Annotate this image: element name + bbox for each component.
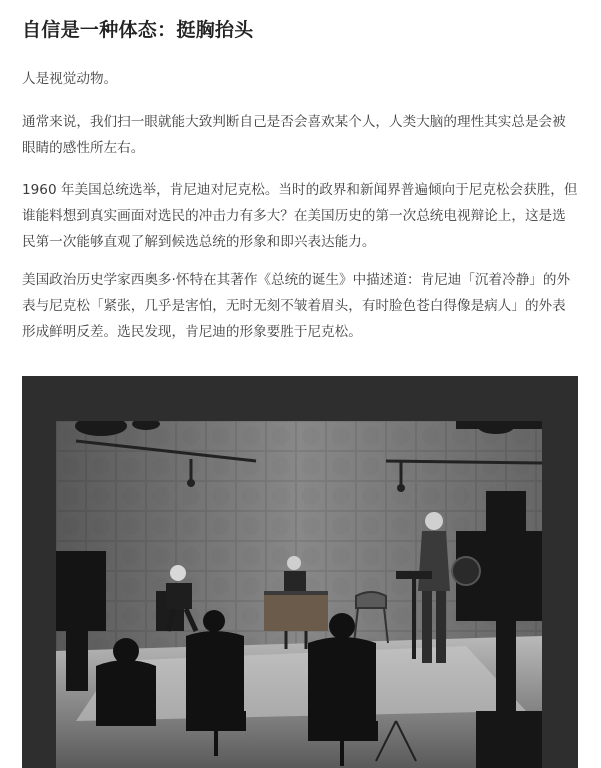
paragraph: 1960 年美国总统选举，肯尼迪对尼克松。当时的政界和新闻界普遍倾向于尼克松会获胜，但谁能料想到真实画面对选民的冲击力有多大？在美国历史的第一次总统电视辩论上，这是选民第一次能够直观了解到候选总统的形象和即兴表达能力。	[22, 182, 578, 250]
paragraph: 人是视觉动物。	[22, 71, 118, 87]
paragraph: 通常来说，我们扫一眼就能大致判断自己是否会喜欢某个人，人类大脑的理性其实总是会被眼睛的感性所左右。	[22, 114, 566, 156]
article-title: 自信是一种体态：挺胸抬头	[22, 19, 254, 41]
article-photo	[22, 376, 578, 768]
paragraph: 美国政治历史学家西奥多·怀特在其著作《总统的诞生》中描述道：肯尼迪「沉着冷静」的外表与尼克松「紧张，几乎是害怕，无时无刻不皱着眉头，有时脸色苍白得像是病人」的外表形成鲜明反差。选民发现，肯尼迪的形象要胜于尼克松。	[22, 272, 571, 340]
debate-photo	[56, 421, 542, 768]
